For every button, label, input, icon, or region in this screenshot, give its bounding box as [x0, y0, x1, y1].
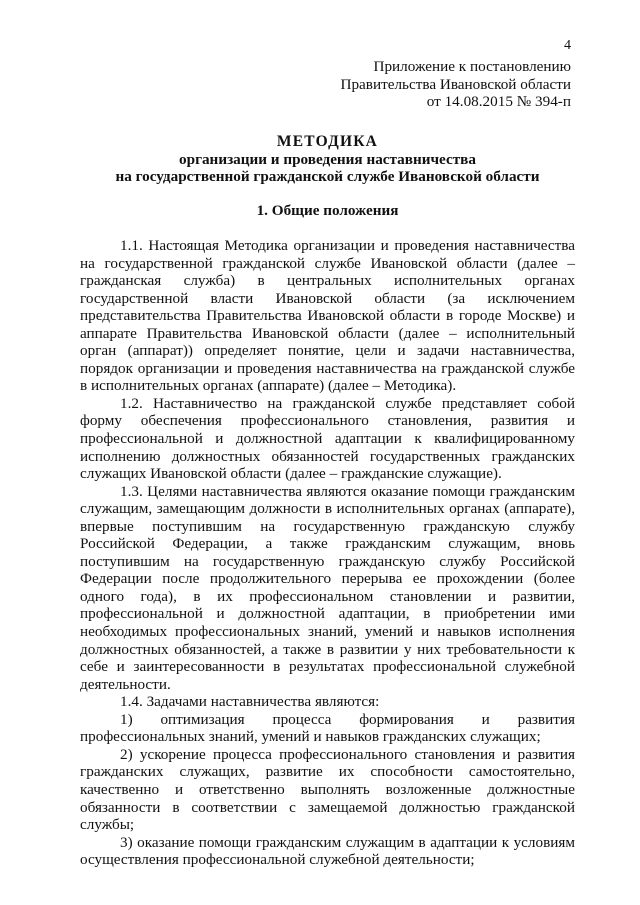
paragraph-1-3: 1.3. Целями наставничества являются оказание помощи гражданским служащим, замещающим должности в исполнительных органах (аппарате), впервые поступившим на государственную гражданскую службу Российской Федерации, а также гражданским служащим, вновь поступившим на государственную гражданскую службу Российской Федерации после продолжительного перерыва ее прохождении (более одного года), в их профессиональном становлении и развитии, профессиональной и должностной адаптации, в приобретении ими необходимых профессиональных знаний, умений и навыков исполнения должностных обязанностей, а также в развитии у них требовательности к себе и заинтересованности в результатах профессиональной служебной деятельности.	[80, 482, 575, 693]
appendix-note	[271, 58, 571, 111]
section-heading: 1. Общие положения	[256, 202, 399, 219]
document-title	[80, 133, 575, 186]
appendix-line-2: Правительства Ивановской области	[340, 75, 571, 93]
paragraph-1-4: 1.4. Задачами наставничества являются:	[120, 693, 380, 711]
appendix-line-1: Приложение к постановлению	[373, 58, 571, 75]
title-main: МЕТОДИКА	[276, 133, 379, 150]
list-item-1: 1) оптимизация процесса формирования и развития профессиональных знаний, умений и навыков гражданских служащих;	[80, 710, 575, 746]
appendix-line-3: от 14.08.2015 № 394-п	[426, 93, 571, 111]
page-number: 4	[564, 38, 571, 53]
list-item-3: 3) оказание помощи гражданским служащим в адаптации к условиям осуществления профессиональной служебной деятельности;	[80, 833, 575, 869]
list-item-2: 2) ускорение процесса профессионального становления и развития гражданских служащих, развитие их способности самостоятельно, качественно и ответственно выполнять возложенные должностные обязанности в соответствии с замещаемой должностью гражданской службы;	[80, 745, 575, 834]
title-subtitle-2: на государственной гражданской службе Ивановской области	[115, 168, 540, 186]
paragraph-1-1: 1.1. Настоящая Методика организации и проведения наставничества на государственной гражданской службе Ивановской области (далее – гражданская служба) в центральных исполнительных органах государственной власти Ивановской области (за исключением представительства Правительства Ивановской области в городе Москве) и аппарате Правительства Ивановской области (далее – исполнительный орган (аппарат)) определяет понятие, цели и задачи наставничества, порядок организации и проведения наставничества на гражданской службе в исполнительных органах (аппарате) (далее – Методика).	[80, 237, 575, 395]
document-body	[80, 237, 575, 869]
title-subtitle-1: организации и проведения наставничества	[179, 150, 476, 168]
paragraph-1-2: 1.2. Наставничество на гражданской службе представляет собой форму обеспечения профессионального становления, развития и профессиональной и должностной адаптации к квалифицированному исполнению должностных обязанностей государственных гражданских служащих Ивановской области (далее – гражданские служащие).	[80, 394, 575, 483]
